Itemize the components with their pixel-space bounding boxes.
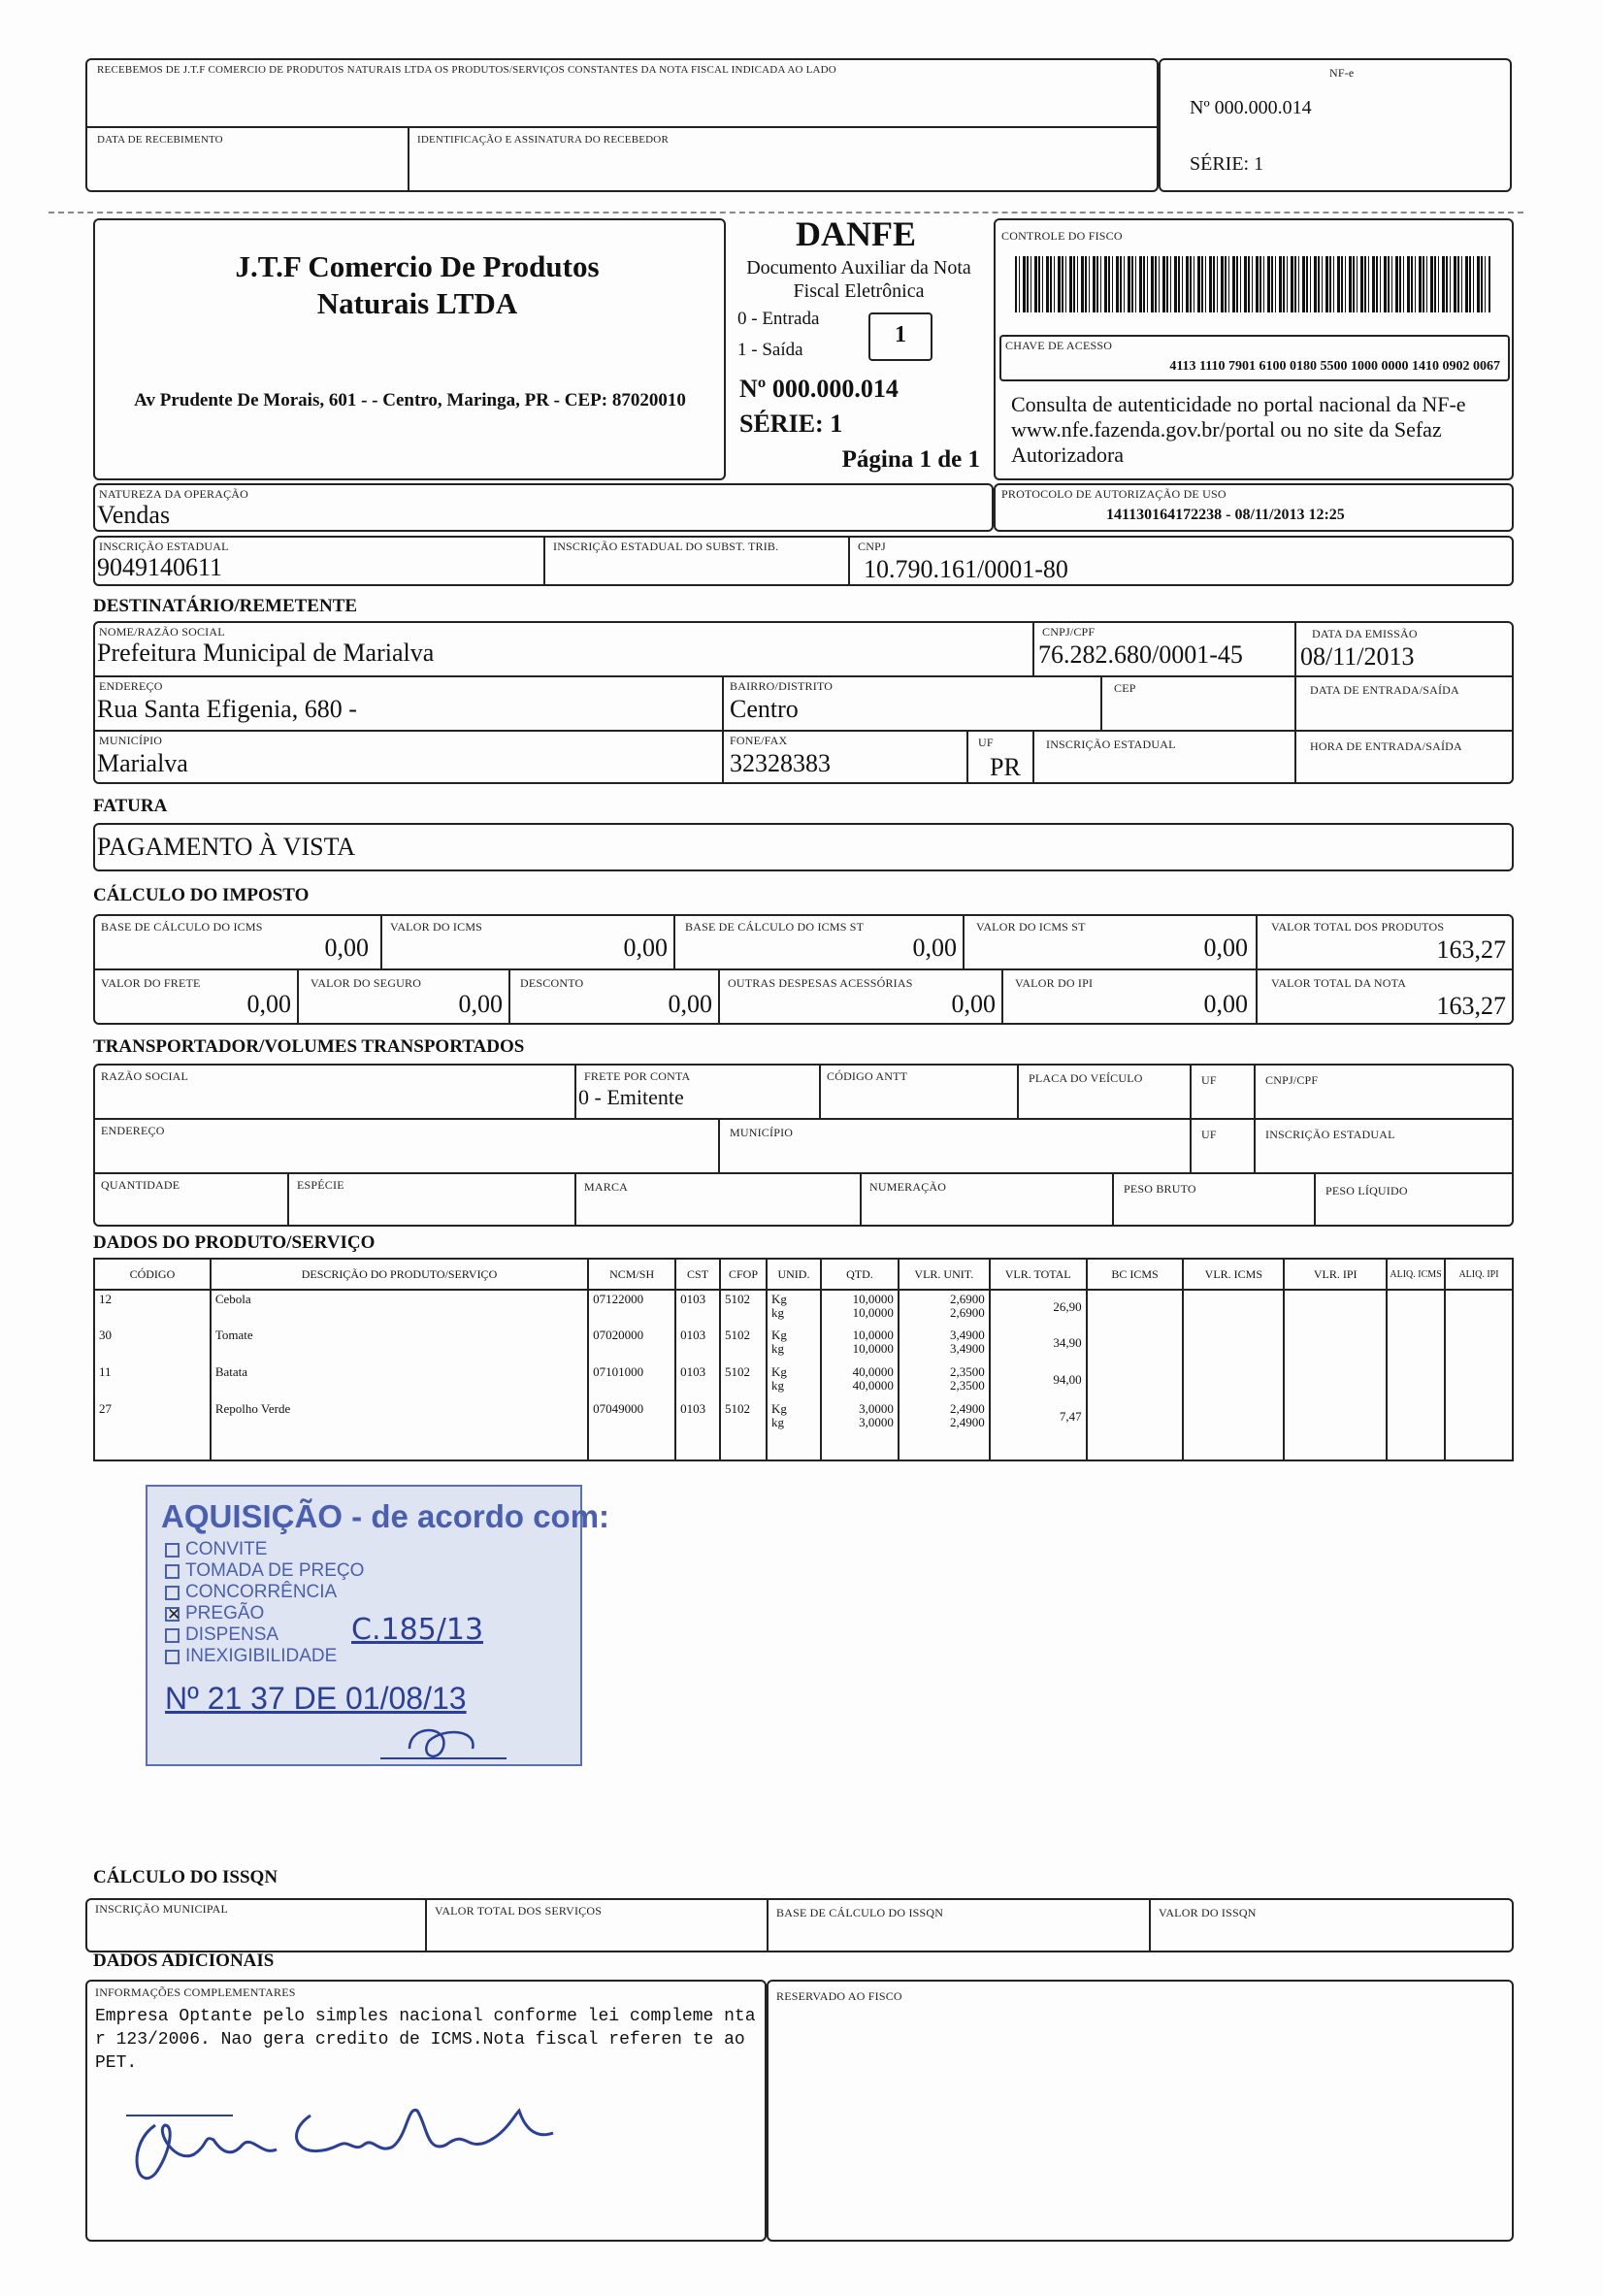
transp-razao-label: RAZÃO SOCIAL [101, 1069, 189, 1083]
cell-codigo: 27 [94, 1400, 211, 1460]
cell-ncm: 07049000 [588, 1400, 675, 1460]
bc-icms-label: BASE DE CÁLCULO DO ICMS [101, 920, 263, 934]
cell-codigo: 12 [94, 1290, 211, 1327]
cell-cst: 0103 [675, 1327, 720, 1363]
cell-unid: Kg kg [767, 1400, 821, 1460]
dest-uf: PR [990, 753, 1021, 781]
cell-empty [1387, 1327, 1445, 1363]
cell-unit: 3,4900 3,4900 [899, 1327, 990, 1363]
stamp-numero: Nº 21 37 DE 01/08/13 [165, 1681, 467, 1716]
controle-fisco-label: CONTROLE DO FISCO [1001, 229, 1123, 243]
cell-qtd: 40,0000 40,0000 [821, 1363, 899, 1400]
cell-qtd: 3,0000 3,0000 [821, 1400, 899, 1460]
transporte-section: TRANSPORTADOR/VOLUMES TRANSPORTADOS [93, 1036, 525, 1057]
stamp-option [165, 1539, 364, 1560]
cell-ncm: 07122000 [588, 1290, 675, 1327]
dest-cnpj: 76.282.680/0001-45 [1038, 640, 1243, 669]
access-key-barcode [1015, 256, 1490, 312]
issuer-name: J.T.F Comercio De Produtos Naturais LTDA [235, 249, 600, 320]
info-text: Empresa Optante pelo simples nacional conforme lei compleme ntar 123/2006. Nao gera credito de ICMS.Nota fiscal referen te ao PET. [95, 2007, 756, 2073]
total-nota: 163,27 [1436, 992, 1506, 1020]
transp-uf2-label: UF [1201, 1128, 1217, 1141]
th-vlr-icms: VLR. ICMS [1183, 1259, 1284, 1290]
stamp-option-label: DISPENSA [185, 1624, 279, 1645]
dest-fone: 32328383 [730, 749, 831, 777]
transp-especie-label: ESPÉCIE [297, 1178, 344, 1192]
receipt-box [85, 58, 1159, 192]
outras-label: OUTRAS DESPESAS ACESSÓRIAS [728, 976, 913, 990]
total-nota-label: VALOR TOTAL DA NOTA [1271, 976, 1407, 990]
th-aliq-ipi: ALIQ. IPI [1445, 1259, 1513, 1290]
dest-cnpj-label: CNPJ/CPF [1042, 625, 1096, 639]
fatura-section: FATURA [93, 796, 168, 816]
cell-empty [1183, 1363, 1284, 1400]
desconto-label: DESCONTO [520, 976, 584, 990]
dest-ie-label: INSCRIÇÃO ESTADUAL [1046, 738, 1176, 751]
transp-peso-liquido-label: PESO LÍQUIDO [1325, 1184, 1408, 1197]
total-prod-label: VALOR TOTAL DOS PRODUTOS [1271, 920, 1445, 934]
th-bc-icms: BC ICMS [1087, 1259, 1184, 1290]
cell-cfop: 5102 [720, 1400, 767, 1460]
transp-numeracao-label: NUMERAÇÃO [869, 1180, 947, 1194]
issqn-section: CÁLCULO DO ISSQN [93, 1867, 278, 1887]
ipi: 0,00 [1203, 990, 1248, 1018]
consulta-text: Consulta de autenticidade no portal nacional da NF-e www.nfe.fazenda.gov.br/portal ou no site da Sefaz Autorizadora [1011, 392, 1466, 467]
bc-icms: 0,00 [324, 934, 369, 962]
issqn-im-label: INSCRIÇÃO MUNICIPAL [95, 1902, 229, 1916]
dest-bairro-label: BAIRRO/DISTRITO [730, 679, 834, 693]
cell-unit: 2,6900 2,6900 [899, 1290, 990, 1327]
natureza-label: NATUREZA DA OPERAÇÃO [99, 487, 249, 501]
th-unit: VLR. UNIT. [899, 1259, 990, 1290]
stamp-option-label: TOMADA DE PREÇO [185, 1560, 365, 1581]
th-unid: UNID. [767, 1259, 821, 1290]
dest-nome: Prefeitura Municipal de Marialva [97, 639, 435, 667]
cell-unid: Kg kg [767, 1363, 821, 1400]
cell-cfop: 5102 [720, 1363, 767, 1400]
dest-entrada-label: DATA DE ENTRADA/SAÍDA [1310, 683, 1459, 697]
receipt-serie: SÉRIE: 1 [1190, 153, 1264, 175]
cell-codigo: 11 [94, 1363, 211, 1400]
th-aliq-icms: ALIQ. ICMS [1387, 1259, 1445, 1290]
cell-empty [1087, 1290, 1184, 1327]
th-codigo: CÓDIGO [94, 1259, 211, 1290]
dest-nome-label: NOME/RAZÃO SOCIAL [99, 625, 225, 639]
dest-endereco-label: ENDEREÇO [99, 679, 163, 693]
icms: 0,00 [623, 934, 668, 962]
protocolo-value: 141130164172238 - 08/11/2013 12:25 [1106, 507, 1345, 523]
cell-empty [1387, 1363, 1445, 1400]
cell-cfop: 5102 [720, 1290, 767, 1327]
checkbox-icon [165, 1586, 180, 1600]
stamp-option-label: INEXIGIBILIDADE [185, 1646, 338, 1666]
cell-total: 7,47 [990, 1400, 1087, 1460]
cell-ncm: 07020000 [588, 1327, 675, 1363]
transp-antt-label: CÓDIGO ANTT [827, 1069, 908, 1083]
cell-empty [1445, 1327, 1513, 1363]
protocolo-label: PROTOCOLO DE AUTORIZAÇÃO DE USO [1001, 487, 1227, 501]
receipt-text: RECEBEMOS DE J.T.F COMERCIO DE PRODUTOS NATURAIS LTDA OS PRODUTOS/SERVIÇOS CONSTANTES DA NOTA FISCAL INDICADA AO LADO [97, 64, 836, 76]
stamp-option [165, 1560, 364, 1582]
cell-total: 94,00 [990, 1363, 1087, 1400]
chave-label: CHAVE DE ACESSO [1005, 339, 1113, 352]
cell-cst: 0103 [675, 1363, 720, 1400]
dest-bairro: Centro [730, 695, 799, 723]
cell-empty [1445, 1290, 1513, 1327]
cell-descricao: Batata [211, 1363, 588, 1400]
fisco-reserved-box [767, 1980, 1514, 2242]
dest-municipio: Marialva [97, 749, 188, 777]
cell-empty [1087, 1400, 1184, 1460]
th-descricao: DESCRIÇÃO DO PRODUTO/SERVIÇO [211, 1259, 588, 1290]
ie-value: 9049140611 [97, 553, 223, 581]
cell-empty [1284, 1327, 1387, 1363]
natureza-value: Vendas [97, 501, 171, 529]
info-label: INFORMAÇÕES COMPLEMENTARES [95, 1985, 296, 1999]
ie-st-label: INSCRIÇÃO ESTADUAL DO SUBST. TRIB. [553, 540, 779, 553]
stamp-option [165, 1603, 364, 1624]
cell-cfop: 5102 [720, 1327, 767, 1363]
seguro-label: VALOR DO SEGURO [311, 976, 422, 990]
receipt-nfe-label: NF-e [1329, 66, 1355, 80]
checkbox-icon [165, 1564, 180, 1579]
dest-emissao: 08/11/2013 [1300, 642, 1415, 671]
th-ncm: NCM/SH [588, 1259, 675, 1290]
bc-st-label: BASE DE CÁLCULO DO ICMS ST [685, 920, 865, 934]
ipi-label: VALOR DO IPI [1015, 976, 1094, 990]
cell-empty [1387, 1290, 1445, 1327]
cell-empty [1183, 1327, 1284, 1363]
cell-ncm: 07101000 [588, 1363, 675, 1400]
checkbox-icon [165, 1650, 180, 1664]
issuer-address: Av Prudente De Morais, 601 - - Centro, Maringa, PR - CEP: 87020010 [134, 390, 686, 410]
danfe-title: DANFE [796, 214, 916, 253]
transp-cnpj-label: CNPJ/CPF [1265, 1073, 1319, 1087]
transp-marca-label: MARCA [584, 1180, 629, 1194]
products-table [93, 1258, 1514, 1461]
icms-label: VALOR DO ICMS [390, 920, 483, 934]
cell-empty [1087, 1363, 1184, 1400]
cell-unid: Kg kg [767, 1327, 821, 1363]
th-cfop: CFOP [720, 1259, 767, 1290]
cell-empty [1445, 1363, 1513, 1400]
stamp-option [165, 1646, 364, 1667]
adicionais-section: DADOS ADICIONAIS [93, 1951, 275, 1971]
handwritten-signature [116, 2086, 563, 2193]
stamp-title: AQUISIÇÃO - de acordo com: [161, 1498, 610, 1534]
table-row [94, 1327, 1513, 1363]
stamp-option [165, 1582, 364, 1603]
cell-descricao: Cebola [211, 1290, 588, 1327]
danfe-tipo: 1 [895, 322, 906, 347]
receipt-date-label: DATA DE RECEBIMENTO [97, 134, 223, 146]
issqn-bc-label: BASE DE CÁLCULO DO ISSQN [776, 1906, 944, 1919]
ie-row-box [93, 536, 1514, 586]
frete: 0,00 [246, 990, 291, 1018]
cell-unid: Kg kg [767, 1290, 821, 1327]
cell-cst: 0103 [675, 1400, 720, 1460]
icms-st: 0,00 [1203, 934, 1248, 962]
cell-unit: 2,3500 2,3500 [899, 1363, 990, 1400]
seguro: 0,00 [458, 990, 503, 1018]
table-row [94, 1363, 1513, 1400]
chave-value: 4113 1110 7901 6100 0180 5500 1000 0000 1410 0902 0067 [1169, 359, 1500, 374]
stamp-signature [371, 1720, 526, 1768]
th-vlr-ipi: VLR. IPI [1284, 1259, 1387, 1290]
danfe-entrada: 0 - Entrada [737, 309, 820, 329]
danfe-pagina: Página 1 de 1 [841, 446, 980, 473]
stamp-ref: C.185/13 [351, 1613, 484, 1647]
fisco-reserved-label: RESERVADO AO FISCO [776, 1989, 902, 2003]
danfe-serie: SÉRIE: 1 [739, 410, 843, 438]
acquisition-stamp [146, 1485, 610, 1766]
checkbox-icon: ✕ [167, 1604, 181, 1624]
danfe-subtitle: Documento Auxiliar da Nota Fiscal Eletrônica [746, 257, 971, 302]
issqn-valor-label: VALOR DO ISSQN [1159, 1906, 1257, 1919]
th-qtd: QTD. [821, 1259, 899, 1290]
transp-placa-label: PLACA DO VEÍCULO [1029, 1071, 1143, 1085]
cell-empty [1183, 1290, 1284, 1327]
checkbox-icon [165, 1628, 180, 1643]
dest-endereco: Rua Santa Efigenia, 680 - [97, 695, 357, 723]
issqn-total-label: VALOR TOTAL DOS SERVIÇOS [435, 1904, 603, 1918]
cell-qtd: 10,0000 10,0000 [821, 1327, 899, 1363]
dest-cep-label: CEP [1114, 681, 1136, 695]
transporte-box [93, 1064, 1514, 1227]
imposto-section: CÁLCULO DO IMPOSTO [93, 885, 310, 905]
transp-quantidade-label: QUANTIDADE [101, 1178, 180, 1192]
frete-label: VALOR DO FRETE [101, 976, 201, 990]
produtos-section: DADOS DO PRODUTO/SERVIÇO [93, 1232, 376, 1253]
transp-frete-label: FRETE POR CONTA [584, 1069, 691, 1083]
cell-unit: 2,4900 2,4900 [899, 1400, 990, 1460]
bc-st: 0,00 [912, 934, 957, 962]
cell-empty [1387, 1400, 1445, 1460]
transp-uf-label: UF [1201, 1073, 1217, 1087]
cell-empty [1284, 1290, 1387, 1327]
cell-total: 26,90 [990, 1290, 1087, 1327]
cell-empty [1087, 1327, 1184, 1363]
transp-ie-label: INSCRIÇÃO ESTADUAL [1265, 1128, 1395, 1141]
table-row [94, 1290, 1513, 1327]
dest-fone-label: FONE/FAX [730, 734, 788, 747]
th-total: VLR. TOTAL [990, 1259, 1087, 1290]
cell-codigo: 30 [94, 1327, 211, 1363]
ie-label: INSCRIÇÃO ESTADUAL [99, 540, 229, 553]
stamp-option-label: CONCORRÊNCIA [185, 1582, 338, 1602]
cell-total: 34,90 [990, 1327, 1087, 1363]
cell-empty [1183, 1400, 1284, 1460]
transp-frete: 0 - Emitente [578, 1085, 684, 1109]
cell-qtd: 10,0000 10,0000 [821, 1290, 899, 1327]
dest-uf-label: UF [978, 736, 994, 749]
receipt-number: Nº 000.000.014 [1190, 97, 1312, 118]
danfe-saida: 1 - Saída [737, 340, 803, 360]
dest-emissao-label: DATA DA EMISSÃO [1312, 627, 1418, 640]
outras: 0,00 [951, 990, 996, 1018]
transp-municipio-label: MUNICÍPIO [730, 1126, 794, 1139]
fatura-value: PAGAMENTO À VISTA [97, 833, 356, 861]
total-prod: 163,27 [1436, 935, 1506, 964]
th-cst: CST [675, 1259, 720, 1290]
checkbox-icon [165, 1543, 180, 1558]
cell-empty [1284, 1363, 1387, 1400]
stamp-option [165, 1624, 364, 1646]
dest-municipio-label: MUNICÍPIO [99, 734, 163, 747]
icms-st-label: VALOR DO ICMS ST [976, 920, 1086, 934]
receipt-id-label: IDENTIFICAÇÃO E ASSINATURA DO RECEBEDOR [417, 134, 669, 146]
stamp-option-label: CONVITE [185, 1539, 268, 1559]
cell-cst: 0103 [675, 1290, 720, 1327]
destinatario-section: DESTINATÁRIO/REMETENTE [93, 596, 358, 616]
desconto: 0,00 [668, 990, 712, 1018]
danfe-number: Nº 000.000.014 [739, 375, 899, 403]
cell-descricao: Repolho Verde [211, 1400, 588, 1460]
issuer-cnpj-value: 10.790.161/0001-80 [864, 555, 1068, 583]
stamp-option-label: PREGÃO [185, 1603, 265, 1624]
issuer-cnpj-label: CNPJ [858, 540, 886, 553]
cell-empty [1284, 1400, 1387, 1460]
cell-empty [1445, 1400, 1513, 1460]
dest-hora-label: HORA DE ENTRADA/SAÍDA [1310, 739, 1462, 753]
transp-endereco-label: ENDEREÇO [101, 1124, 165, 1137]
cell-descricao: Tomate [211, 1327, 588, 1363]
table-row [94, 1400, 1513, 1460]
transp-peso-bruto-label: PESO BRUTO [1124, 1182, 1196, 1196]
